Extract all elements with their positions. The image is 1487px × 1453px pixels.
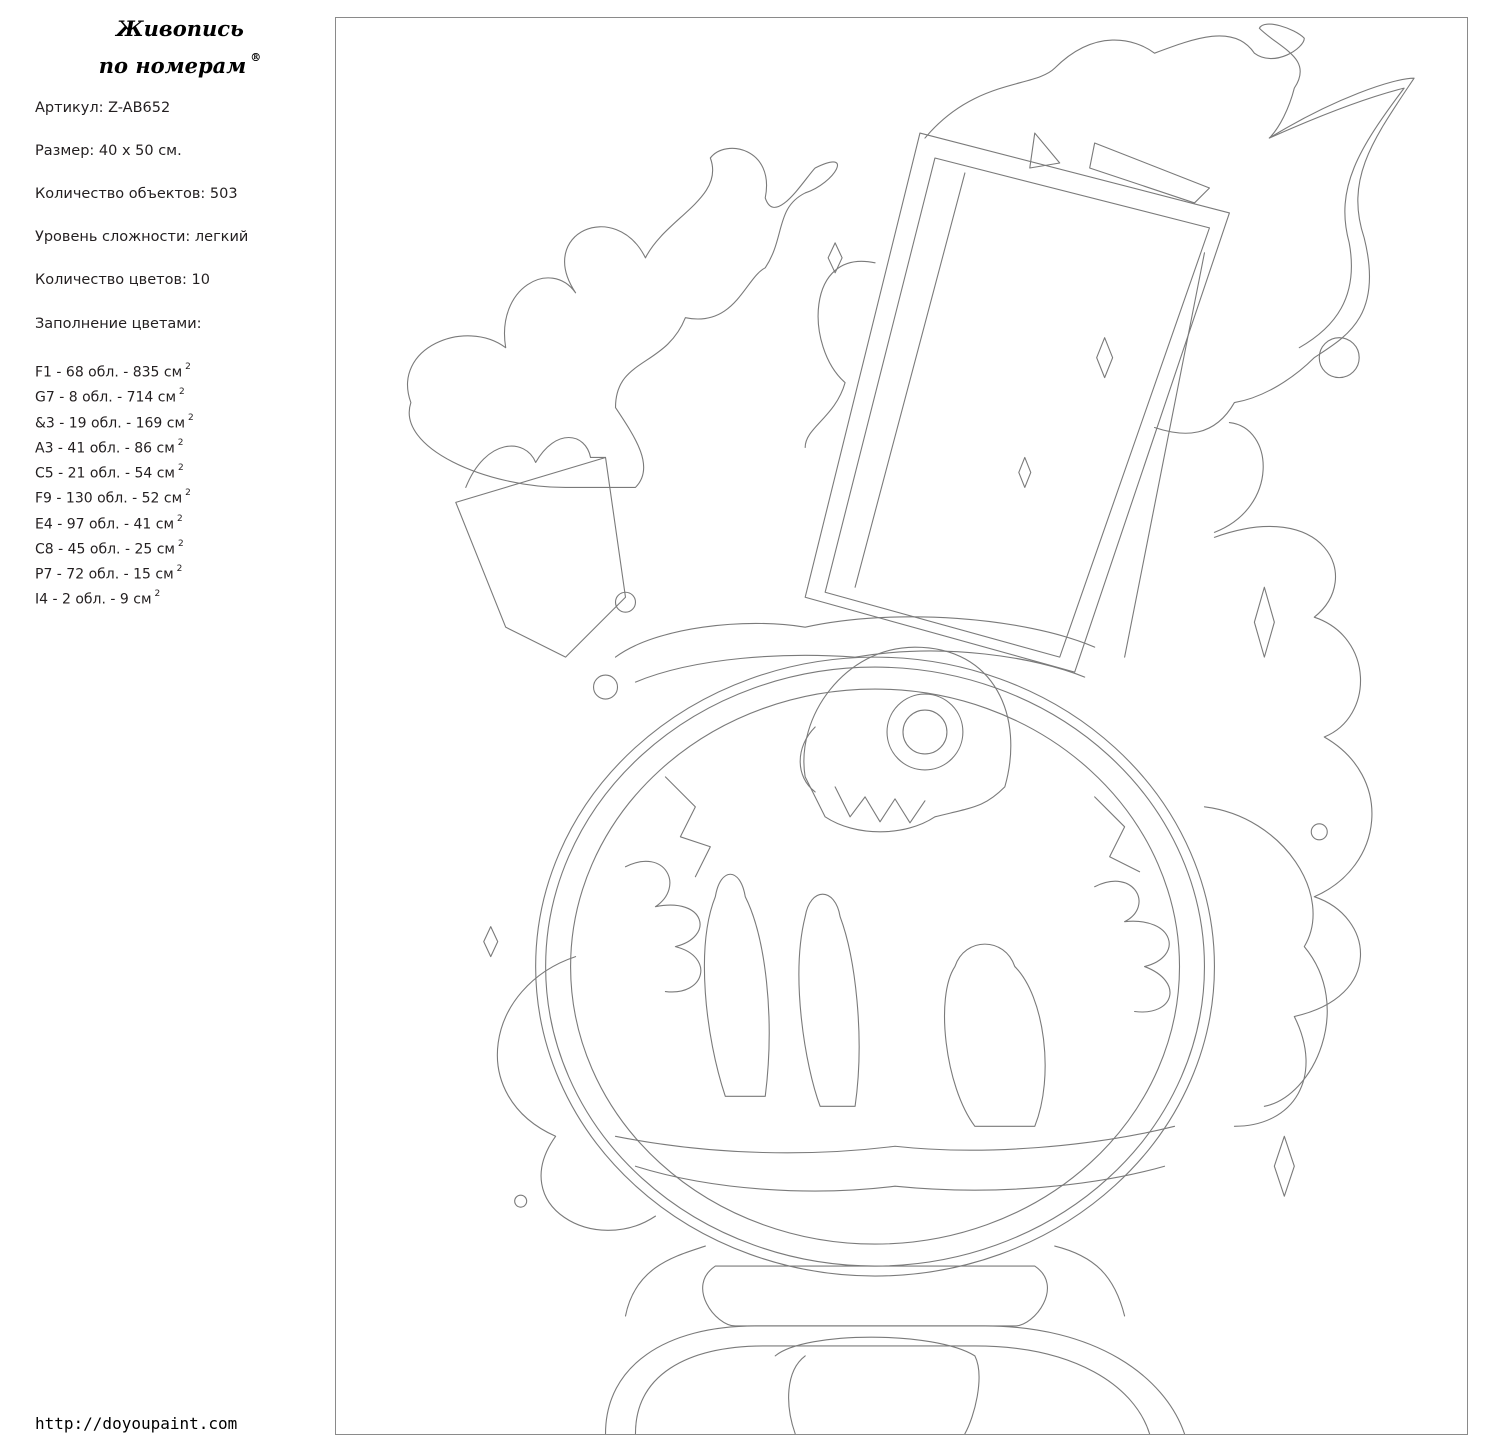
figure-center	[799, 894, 859, 1106]
brand-logo	[60, 12, 300, 82]
flask-stand	[703, 1266, 1048, 1326]
flask-neck	[616, 617, 1095, 657]
brand-line-2: по номерам ®	[98, 51, 262, 78]
sparkle	[828, 243, 842, 273]
registered-mark: ®	[250, 51, 262, 64]
ground-line	[616, 1126, 1175, 1153]
canvas-size: Размер: 40 x 50 см.	[35, 143, 182, 159]
palette-row: &3 - 19 обл. - 169 см $^2$	[35, 412, 194, 432]
figure-left	[704, 874, 769, 1096]
smoke-cloud-left	[408, 148, 838, 487]
skull	[804, 647, 1011, 832]
difficulty-level: Уровень сложности: легкий	[35, 229, 249, 245]
brand-line-1: Живопись	[116, 16, 244, 41]
potion-line-art	[336, 18, 1467, 1434]
sparkle	[1097, 338, 1113, 378]
sparkle	[484, 927, 498, 957]
sparkle	[1019, 457, 1031, 487]
bubble	[1311, 824, 1327, 840]
smoke-plume-right	[925, 24, 1414, 433]
bubble	[1319, 338, 1359, 378]
fill-heading: Заполнение цветами:	[35, 316, 202, 332]
bubble-cluster	[1214, 526, 1371, 1126]
colors-count: Количество цветов: 10	[35, 272, 210, 288]
article-number: Артикул: Z-AB652	[35, 100, 171, 116]
objects-count: Количество объектов: 503	[35, 186, 238, 202]
sparkle	[1254, 587, 1274, 657]
figure-right	[945, 944, 1046, 1126]
sparkle	[1274, 1136, 1294, 1196]
palette-row: F1 - 68 обл. - 835 см $^2$	[35, 362, 191, 381]
palette-row: C8 - 45 обл. - 25 см $^2$	[35, 538, 184, 558]
palette-row: I4 - 2 обл. - 9 см $^2$	[35, 589, 161, 608]
bottom-arch	[606, 1326, 1185, 1434]
color-palette-list	[35, 359, 194, 612]
palette-row: G7 - 8 обл. - 714 см $^2$	[35, 387, 185, 406]
flask-body	[536, 657, 1215, 1276]
palette-row: P7 - 72 обл. - 15 см $^2$	[35, 564, 183, 583]
palette-row: C5 - 21 обл. - 54 см $^2$	[35, 463, 184, 482]
palette-row: A3 - 41 обл. - 86 см $^2$	[35, 437, 184, 457]
vial-outline	[805, 133, 1229, 672]
website-link[interactable]: http://doyoupaint.com	[35, 1414, 238, 1433]
palette-row: E4 - 97 обл. - 41 см $^2$	[35, 513, 183, 533]
palette-row: F9 - 130 обл. - 52 см $^2$	[35, 488, 191, 507]
coloring-canvas	[335, 17, 1468, 1435]
bubble	[594, 675, 618, 699]
bubble	[515, 1195, 527, 1207]
